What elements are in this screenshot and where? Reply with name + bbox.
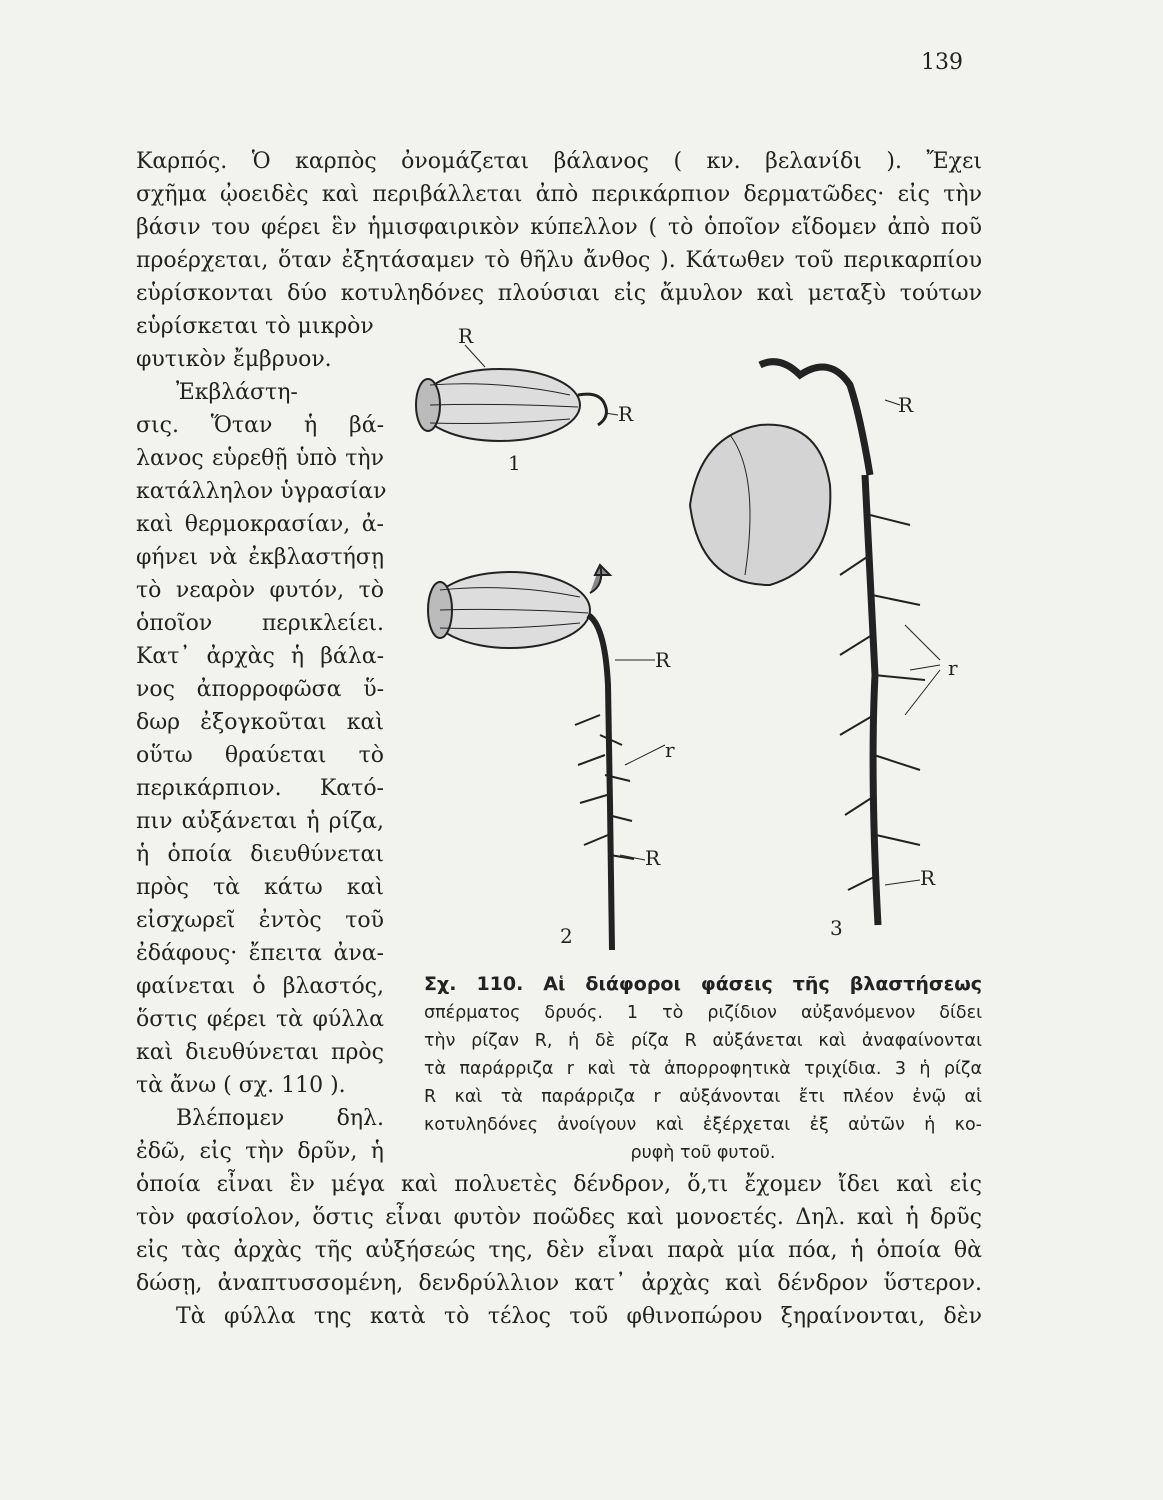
caption-title: Σχ. 110. Αἱ διάφοροι φάσεις τῆς βλαστήσεως (424, 973, 982, 995)
caption-line: τὴν ρίζαν R, ἡ δὲ ρίζα R αὐξάνεται καὶ ἀναφαίνονται (424, 1031, 982, 1051)
figure-caption (424, 970, 982, 1167)
paragraph-line: σχῆμα ᾠοειδὲς καὶ περιβάλλεται ἀπὸ περικάρπιον δερματῶδες· εἰς τὴν (136, 182, 982, 207)
page-number: 139 (921, 50, 963, 75)
column-line: δωρ ἐξογκοῦται καὶ (136, 710, 384, 735)
figure-label: R (618, 402, 634, 426)
column-line: φυτικὸν ἔμβρυον. (136, 347, 332, 372)
column-line: σις. Ὅταν ἡ βά- (136, 413, 384, 438)
column-line: κατάλληλον ὑγρασίαν (136, 479, 387, 504)
column-line: πιν αὐξάνεται ἡ ρίζα, (136, 809, 384, 834)
section-heading-line: Ἐκβλάστη- (176, 380, 298, 405)
figure-label: r (665, 738, 675, 762)
paragraph-line: εὑρίσκονται δύο κοτυληδόνες πλούσιαι εἰς ἄμυλον καὶ μεταξὺ τούτων (136, 281, 982, 306)
column-line: καὶ θερμοκρασίαν, ἀ- (136, 512, 384, 537)
column-line: εἰσχωρεῖ ἐντὸς τοῦ (136, 908, 384, 933)
caption-line: τὰ παράρριζα r καὶ τὰ ἀπορροφητικὰ τριχίδια. 3 ἡ ρίζα (424, 1059, 982, 1079)
figure-label: 2 (560, 924, 573, 948)
column-line: Κατ᾽ ἀρχὰς ἡ βάλα- (136, 644, 384, 669)
caption-line: ρυφὴ τοῦ φυτοῦ. (630, 1143, 776, 1163)
column-line: λανος εὑρεθῇ ὑπὸ τὴν (136, 446, 384, 471)
figure-label: R (655, 648, 671, 672)
caption-line: σπέρματος δρυός. 1 τὸ ριζίδιον αὐξανόμενον δίδει (424, 1003, 982, 1023)
acorn-stage-3 (690, 362, 940, 925)
paragraph-line: προέρχεται, ὅταν ἐξητάσαμεν τὸ θῆλυ ἄνθος ). Κάτωθεν τοῦ περικαρπίου (136, 248, 982, 273)
paragraph-line: Καρπός. Ὁ καρπὸς ὀνομάζεται βάλανος ( κν. βελανίδι ). Ἔχει (136, 149, 982, 174)
figure-label: R (645, 846, 661, 870)
column-line: νος ἀπορροφῶσα ὕ- (136, 677, 384, 702)
column-line: τὰ ἄνω ( σχ. 110 ). (136, 1073, 346, 1098)
column-line: καὶ διευθύνεται πρὸς (136, 1040, 384, 1065)
figure-label: 3 (830, 916, 843, 940)
column-line: περικάρπιον. Κατό- (136, 776, 384, 801)
caption-line (424, 970, 982, 999)
column-line: ἡ ὁποία διευθύνεται (136, 842, 384, 867)
column-line: ὁποῖον περικλείει. (136, 611, 384, 636)
figure-label: R (898, 393, 914, 417)
caption-line: R καὶ τὰ παράρριζα r αὐξάνονται ἔτι πλέον ἐνῷ αἱ (424, 1087, 982, 1107)
acorn-stage-1 (416, 345, 618, 441)
column-line: ἐδάφους· ἔπειτα ἀνα- (136, 941, 384, 966)
paragraph-line: τὸν φασίολον, ὅστις εἶναι φυτὸν ποῶδες καὶ μονοετές. Δηλ. καὶ ἡ δρῦς (136, 1205, 982, 1230)
paragraph-line: δώσῃ, ἀναπτυσσομένη, δενδρύλλιον κατ᾽ ἀρχὰς καὶ δένδρον ὕστερον. (136, 1271, 982, 1296)
column-line: φαίνεται ὁ βλαστός, (136, 974, 384, 999)
column-line: τὸ νεαρὸν φυτόν, τὸ (136, 578, 384, 603)
acorn-germination-illustration (400, 325, 990, 955)
column-line: ἐδῶ, εἰς τὴν δρῦν, ἡ (136, 1139, 384, 1164)
column-line: φήνει νὰ ἐκβλαστήσῃ (136, 545, 384, 570)
column-line: Βλέπομεν δηλ. (176, 1106, 384, 1131)
column-line: οὕτω θραύεται τὸ (136, 743, 384, 768)
column-line: ὅστις φέρει τὰ φύλλα (136, 1007, 384, 1032)
column-line: εὑρίσκεται τὸ μικρὸν (136, 314, 374, 339)
paragraph-line: εἰς τὰς ἀρχὰς τῆς αὐξήσεώς της, δὲν εἶναι παρὰ μία πόα, ἡ ὁποία θὰ (136, 1238, 982, 1263)
column-line: πρὸς τὰ κάτω καὶ (136, 875, 384, 900)
figure-label: r (948, 656, 958, 680)
paragraph-line: ὁποία εἶναι ἓν μέγα καὶ πολυετὲς δένδρον, ὅ,τι ἔχομεν ἴδει καὶ εἰς (136, 1172, 982, 1197)
figure-label: 1 (508, 451, 521, 475)
caption-line: κοτυληδόνες ἀνοίγουν καὶ ἐξέρχεται ἐξ αὐτῶν ἡ κο- (424, 1115, 982, 1135)
figure-label: R (458, 325, 474, 348)
paragraph-line: Τὰ φύλλα της κατὰ τὸ τέλος τοῦ φθινοπώρου ξηραίνονται, δὲν (176, 1304, 982, 1329)
paragraph-line: βάσιν του φέρει ἓν ἡμισφαιρικὸν κύπελλον ( τὸ ὁποῖον εἴδομεν ἀπὸ ποῦ (136, 215, 982, 240)
figure-label: R (920, 866, 936, 890)
acorn-stage-2 (428, 565, 665, 950)
